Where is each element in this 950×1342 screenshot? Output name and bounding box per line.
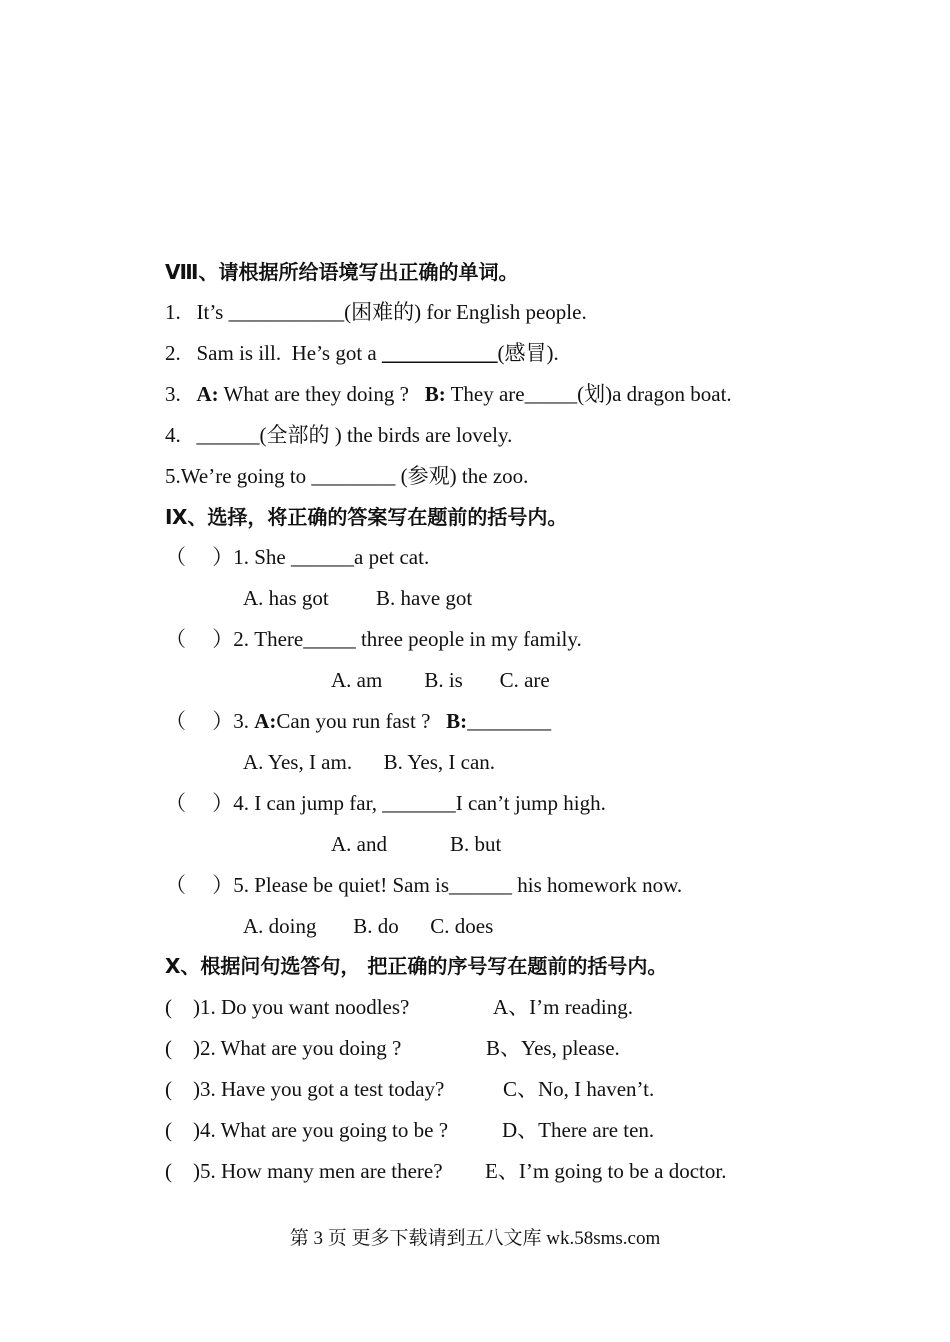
section-8-question-4: 4. ______(全部的 ) the birds are lovely. [165,423,513,447]
section-8-question-5: 5.We’re going to ________ (参观) the zoo. [165,464,529,488]
section-9-question-1-options: A. has got B. have got [243,586,473,610]
section-9-question-3-options: A. Yes, I am. B. Yes, I can. [243,750,496,774]
matching-answer: E、I’m going to be a doctor. [485,1159,727,1183]
speaker-a-label: A: [196,382,219,406]
section-9-title: Ⅸ、选择，将正确的答案写在题前的括号内。 [165,505,568,529]
section-8-title: Ⅷ、请根据所给语境写出正确的单词。 [165,260,519,284]
section-9-question-3 [165,707,551,735]
page-footer: 第 3 页 更多下载请到五八文库 wk.58sms.com [289,1228,661,1249]
section-8-question-1: 1. It’s ___________(困难的) for English people. [165,300,587,324]
section-8-question-3 [165,380,732,408]
matching-question: ( )5. How many men are there? [165,1159,443,1183]
matching-answer: A、I’m reading. [493,995,633,1019]
matching-question: ( )3. Have you got a test today? [165,1077,445,1101]
speaker-b-label: B: [446,709,468,733]
matching-question: ( )4. What are you going to be ? [165,1118,449,1142]
speaker-b-text: They are_____(划)a dragon boat. [445,382,732,406]
section-8-question-2-hint: (感冒). [497,341,559,365]
section-9-question-1: （ ）1. She ______a pet cat. [165,545,430,569]
section-8-question-2-blank: ___________ [382,341,498,365]
speaker-a-text: What are they doing ? [218,382,425,406]
section-9-question-5-options: A. doing B. do C. does [243,914,494,938]
section-9-question-3-number: （ ）3. [165,709,255,733]
speaker-a-text: Can you run fast ? [276,709,447,733]
matching-question: ( )1. Do you want noodles? [165,995,410,1019]
section-10-title: Ⅹ、根据问句选答句， 把正确的序号写在题前的括号内。 [165,954,668,978]
matching-question: ( )2. What are you doing ? [165,1036,402,1060]
matching-answer: B、Yes, please. [486,1036,620,1060]
section-8-question-3-number: 3. [165,382,197,406]
speaker-b-text: ________ [467,709,552,733]
section-9-question-4-options: A. and B. but [331,832,502,856]
speaker-b-label: B: [424,382,446,406]
section-8-question-2 [165,339,559,367]
section-8-question-2-text: 2. Sam is ill. He’s got a [165,341,382,365]
matching-answer: C、No, I haven’t. [503,1077,655,1101]
section-9-question-5: （ ）5. Please be quiet! Sam is______ his homework now. [165,873,683,897]
speaker-a-label: A: [254,709,277,733]
section-9-question-2: （ ）2. There_____ three people in my family. [165,627,582,651]
section-9-question-2-options: A. am B. is C. are [331,668,550,692]
matching-answer: D、There are ten. [502,1118,655,1142]
section-9-question-4: （ ）4. I can jump far, _______I can’t jump high. [165,791,606,815]
